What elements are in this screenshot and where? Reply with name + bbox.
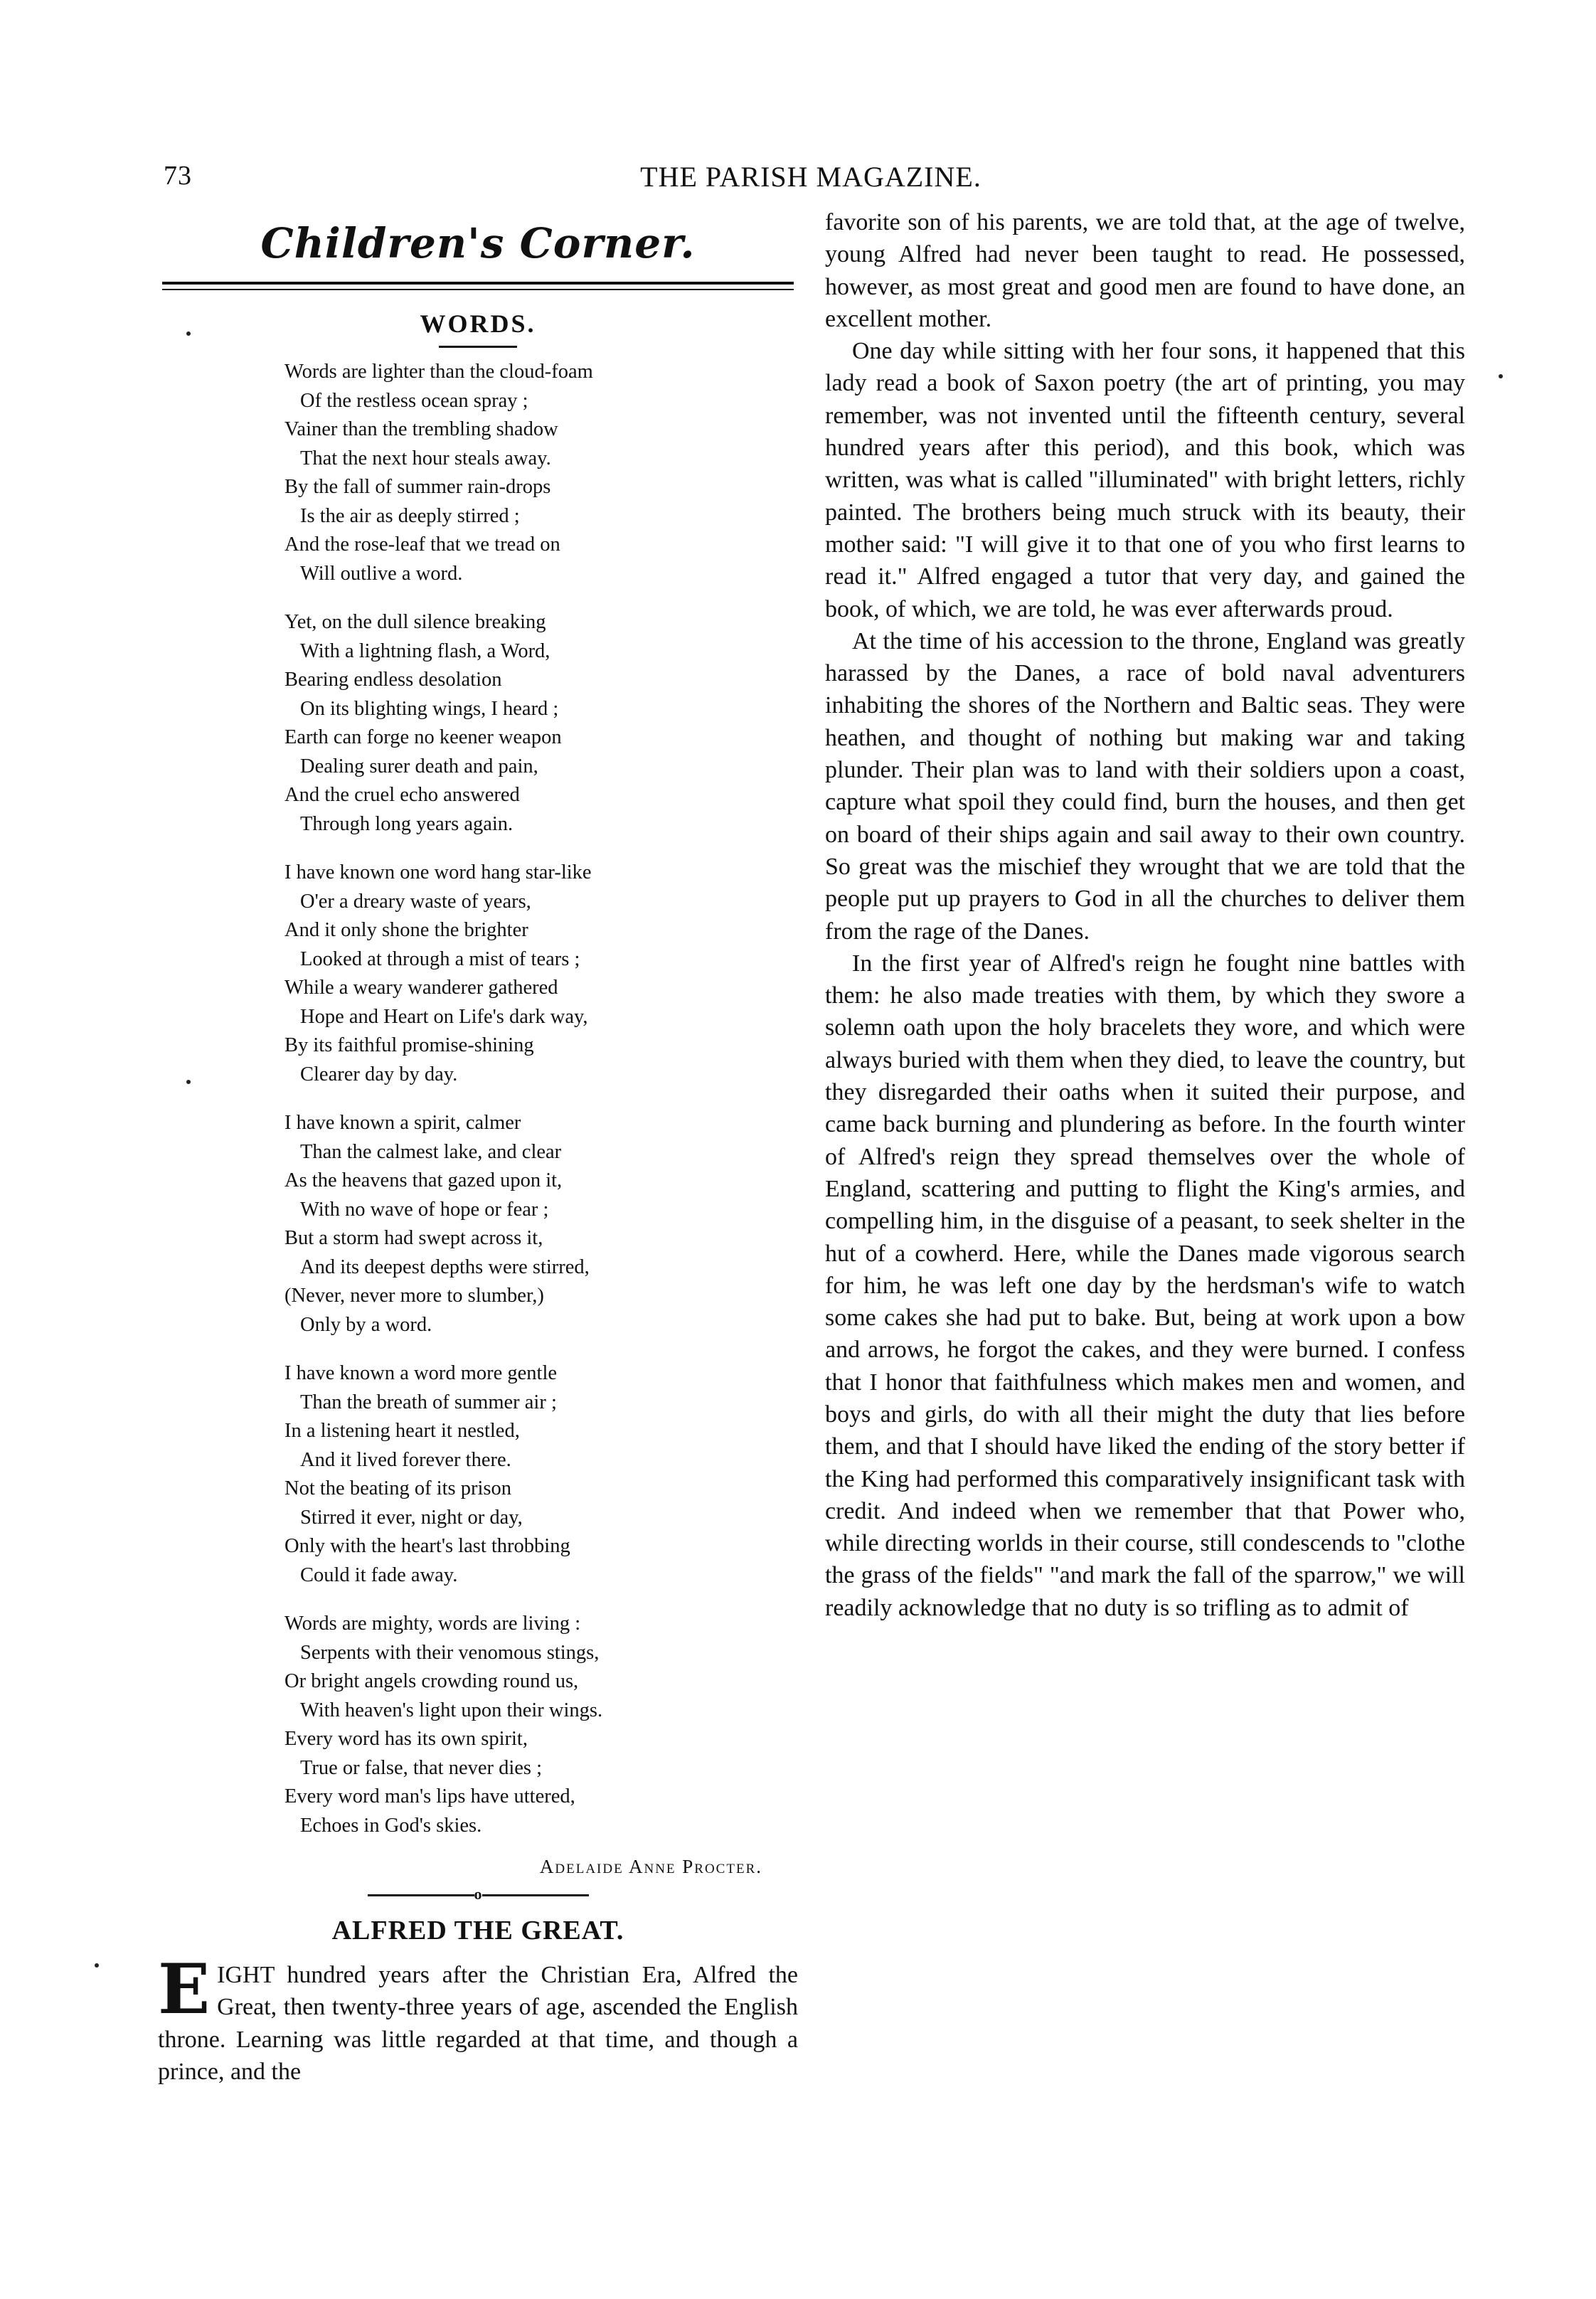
- poem-line: With no wave of hope or fear ;: [300, 1198, 549, 1221]
- running-head: THE PARISH MAGAZINE.: [640, 161, 981, 193]
- poem-line: Every word man's lips have uttered,: [284, 1785, 575, 1807]
- article-paragraph: One day while sitting with her four sons, it happened that this lady read a book of Saxon poetry (the art of printing, you may remember, was not invented until the fifteenth century, several hundred years after this period), and this book, which was written, was what is called "illuminated" with bright letters, richly painted. The brothers being much struck with its beauty, their mother said: "I will give it to that one of you who first learns to read it." Alfred engaged a tutor that very day, and gained the book, of which, we are told, he was ever afterwards proud.: [825, 338, 1465, 622]
- article-paragraph: At the time of his accession to the throne, England was greatly harassed by the Danes, a race of bold naval adventurers inhabiting the shores of the Northern and Baltic seas. They were heathen, and thought of nothing but making war and taking plunder. Their plan was to land with their soldiers upon a coast, capture what spoil they could find, burn the houses, and then get on board of their ships again and sail away to their own country. So great was the mischief they wrought that we are told that the people put up prayers to God in all the churches to deliver them from the rage of the Danes.: [825, 627, 1465, 945]
- print-speck: [186, 331, 191, 336]
- poem-line: Or bright angels crowding round us,: [284, 1670, 579, 1692]
- separator-mark: o: [474, 1885, 482, 1903]
- poem-line: In a listening heart it nestled,: [284, 1420, 520, 1442]
- poem-stanza: [284, 358, 782, 588]
- print-speck: [95, 1963, 99, 1968]
- poem-line: Clearer day by day.: [300, 1063, 458, 1085]
- poem-stanza: [284, 608, 782, 839]
- poem-line: Stirred it ever, night or day,: [300, 1506, 523, 1529]
- poem-stanza: [284, 1610, 782, 1840]
- poem-line: Only by a word.: [300, 1313, 432, 1336]
- drop-cap: E: [158, 1949, 211, 2029]
- poem-line: By its faithful promise-shining: [284, 1034, 534, 1056]
- poem-line: I have known a word more gentle: [284, 1362, 558, 1384]
- poem-line: Vainer than the trembling shadow: [284, 418, 558, 440]
- poem-line: And the rose-leaf that we tread on: [284, 533, 560, 556]
- article-lead: [158, 1949, 798, 2088]
- poem-line: Every word has its own spirit,: [284, 1728, 528, 1750]
- poem-line: Will outlive a word.: [300, 562, 463, 585]
- poem-line: That the next hour steals away.: [300, 447, 551, 469]
- page-header: [164, 160, 1458, 196]
- poem-line: As the heavens that gazed upon it,: [284, 1169, 563, 1191]
- poem-line: Looked at through a mist of tears ;: [300, 947, 580, 970]
- poem-line: But a storm had swept across it,: [284, 1227, 543, 1249]
- poem-line: Than the calmest lake, and clear: [300, 1140, 562, 1163]
- article-title: ALFRED THE GREAT.: [331, 1916, 624, 1945]
- short-rule: [439, 346, 517, 348]
- lead-paragraph: [158, 1949, 798, 2088]
- poem-line: Serpents with their venomous stings,: [300, 1641, 600, 1664]
- poem-line: And the cruel echo answered: [284, 784, 520, 806]
- article-body: [825, 206, 1465, 1624]
- poem-line: And it only shone the brighter: [284, 919, 528, 941]
- poem-line: True or false, that never dies ;: [300, 1756, 543, 1779]
- right-column: [825, 206, 1465, 2198]
- poem-line: (Never, never more to slumber,): [284, 1285, 544, 1307]
- double-rule: [162, 282, 794, 290]
- poem-line: I have known one word hang star-like: [284, 861, 592, 883]
- poem-line: With heaven's light upon their wings.: [300, 1699, 603, 1721]
- poem-line: Earth can forge no keener weapon: [284, 726, 562, 748]
- poem-stanza: [284, 1109, 782, 1339]
- poem: [284, 358, 782, 1840]
- article-paragraph: In the first year of Alfred's reign he fought nine battles with them: he also made treaties with them, by which they swore a solemn oath upon the holy bracelets they wore, and which were always buried with them when they died, to leave the country, but they disregarded their oaths when it suited their purpose, and came back burning and plundering as before. In the fourth winter of Alfred's reign they spread themselves over the whole of England, scattering and putting to flight the King's armies, and compelling him, in the disguise of a peasant, to seek shelter in the hut of a cowherd. Here, while the Danes made vigorous search for him, he was left one day by the herdsman's wife to watch some cakes she had put to bake. But, being at work upon a bow and arrows, he forgot the cakes, and they were burned. I confess that I honor that faithfulness which makes men and women, and boys and girls, do with all their might the duty that lies before them, and that I should have liked the ending of the story better if the King had performed this comparatively insignificant task with credit. And indeed when we remember that that Power who, while directing worlds in their course, still condescends to "clothe the grass of the fields" "and mark the fall of the sparrow," we will readily acknowledge that no duty is so trifling as to admit of: [825, 950, 1465, 1621]
- poem-line: On its blighting wings, I heard ;: [300, 697, 559, 720]
- poem-line: Dealing surer death and pain,: [300, 755, 538, 777]
- left-column: [158, 206, 798, 2198]
- section-title: Children's Corner.: [260, 219, 696, 267]
- poem-line: I have known a spirit, calmer: [284, 1112, 521, 1134]
- poem-line: O'er a dreary waste of years,: [300, 890, 531, 913]
- poem-line: Echoes in God's skies.: [300, 1814, 482, 1837]
- poem-line: Than the breath of summer air ;: [300, 1391, 557, 1413]
- poem-line: Not the beating of its prison: [284, 1477, 511, 1499]
- article-paragraph: favorite son of his parents, we are told that, at the age of twelve, young Alfred had never been taught to read. He possessed, however, as most great and good men are found to have done, an excellent mother.: [825, 209, 1465, 332]
- print-speck: [186, 1080, 191, 1084]
- poem-line: By the fall of summer rain-drops: [284, 476, 551, 498]
- poem-line: Could it fade away.: [300, 1563, 458, 1586]
- poem-title: WORDS.: [420, 309, 536, 338]
- poem-line: And it lived forever there.: [300, 1448, 511, 1471]
- poem-line: And its deepest depths were stirred,: [300, 1255, 590, 1278]
- poem-line: Through long years again.: [300, 812, 514, 835]
- poem-line: Hope and Heart on Life's dark way,: [300, 1005, 588, 1028]
- poem-stanza: [284, 859, 782, 1089]
- poem-line: Words are mighty, words are living :: [284, 1613, 581, 1635]
- poem-line: Bearing endless desolation: [284, 669, 502, 691]
- poem-stanza: [284, 1359, 782, 1590]
- poem-line: Only with the heart's last throbbing: [284, 1535, 570, 1557]
- poem-line: Words are lighter than the cloud-foam: [284, 361, 593, 383]
- poem-line: While a weary wanderer gathered: [284, 977, 558, 999]
- poem-line: With a lightning flash, a Word,: [300, 639, 550, 662]
- poem-line: Is the air as deeply stirred ;: [300, 504, 520, 527]
- print-speck: [1499, 374, 1503, 378]
- page-number: 73: [164, 161, 192, 191]
- separator: [158, 1885, 798, 1902]
- poem-line: Yet, on the dull silence breaking: [284, 611, 546, 633]
- poem-line: Of the restless ocean spray ;: [300, 389, 528, 412]
- lead-text: IGHT hundred years after the Christian Era, Alfred the Great, then twenty-three years of age, ascended the English throne. Learning was little regarded at that time, and though a prince, and the: [158, 1962, 798, 2085]
- poem-attribution: Adelaide Anne Procter.: [539, 1856, 762, 1877]
